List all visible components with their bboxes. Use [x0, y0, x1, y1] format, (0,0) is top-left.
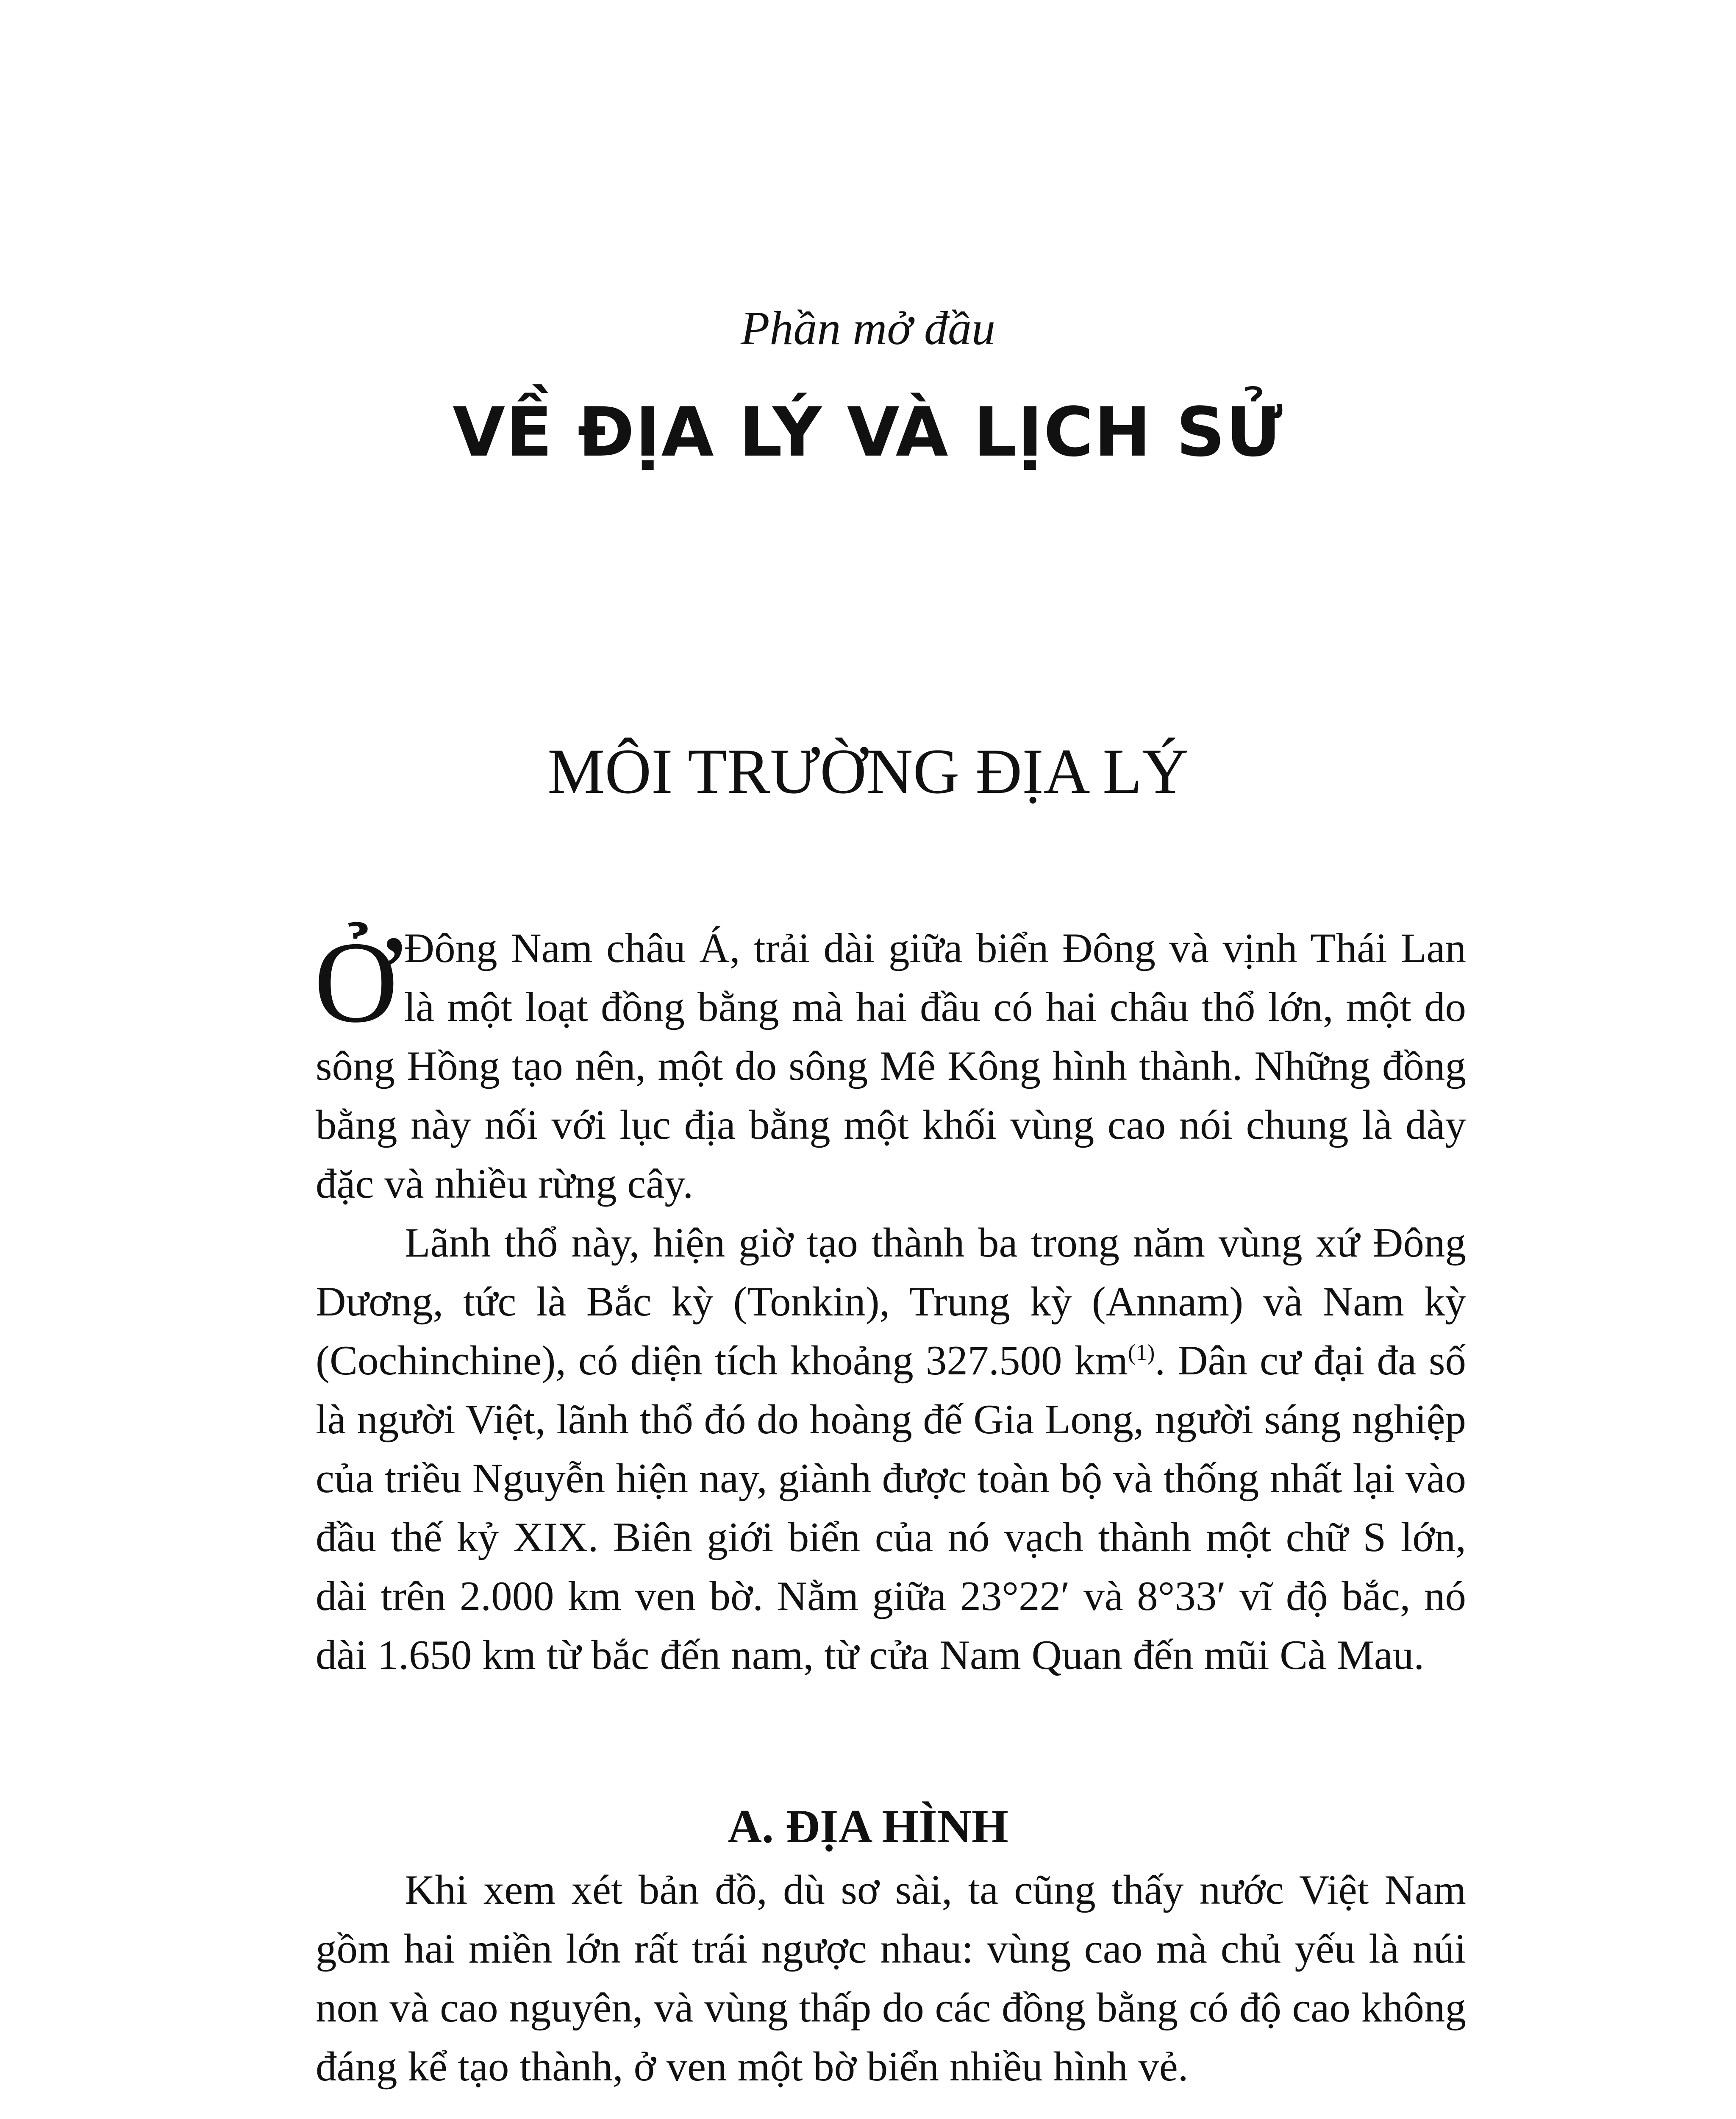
paragraph-3-text: Khi xem xét bản đồ, dù sơ sài, ta cũng thấy nước Việt Nam gồm hai miền lớn rất trái ngược nhau: vùng cao mà chủ yếu là núi non và cao nguyên, và vùng thấp do các đồng bằng có độ cao không đáng kể tạo thành, ở ven một bờ biển nhiều hình vẻ. [316, 1867, 1466, 2090]
section-title: MÔI TRƯỜNG ĐỊA LÝ [547, 736, 1189, 807]
paragraph-1 [316, 919, 1466, 1213]
drop-cap: Ở [314, 918, 398, 1047]
paragraph-3 [316, 1860, 1466, 2096]
subsection-title: A. ĐỊA HÌNH [728, 1800, 1008, 1853]
footnote-reference: (1) [1128, 1339, 1155, 1365]
paragraph-2 [316, 1213, 1466, 1685]
paragraph-2-text-a: Lãnh thổ này, hiện giờ tạo thành ba trong năm vùng xứ Đông Dương, tức là Bắc kỳ (Tonkin), Trung kỳ (Annam) và Nam kỳ (Cochinchine), có diện tích khoảng 327.500 km [316, 1220, 1466, 1384]
part-title: VỀ ĐỊA LÝ VÀ LỊCH SỬ [453, 392, 1283, 472]
part-label: Phần mở đầu [740, 302, 996, 355]
paragraph-1-text: Đông Nam châu Á, trải dài giữa biển Đông và vịnh Thái Lan là một loạt đồng bằng mà hai đầu có hai châu thổ lớn, một do sông Hồng tạo nên, một do sông Mê Kông hình thành. Những đồng bằng này nối với lục địa bằng một khối vùng cao nói chung là dày đặc và nhiều rừng cây. [316, 925, 1466, 1207]
paragraph-2-text-b: . Dân cư đại đa số là người Việt, lãnh thổ đó do hoàng đế Gia Long, người sáng nghiệp của triều Nguyễn hiện nay, giành được toàn bộ và thống nhất lại vào đầu thế kỷ XIX. Biên giới biển của nó vạch thành một chữ S lớn, dài trên 2.000 km ven bờ. Nằm giữa 23°22′ và 8°33′ vĩ độ bắc, nó dài 1.650 km từ bắc đến nam, từ cửa Nam Quan đến mũi Cà Mau. [316, 1338, 1466, 1678]
